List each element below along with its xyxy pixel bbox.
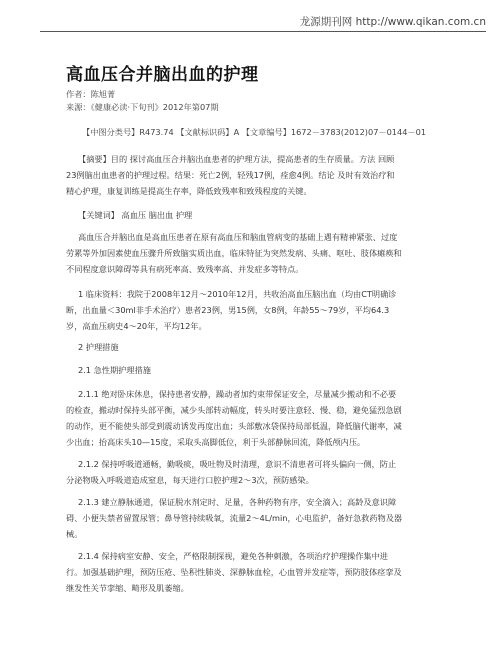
abstract-line: 精心护理，康复训练是提高生存率，降低致残率和致残程度的关键。 [66,186,312,196]
intro-line: 高血压合并脑出血是高血压患者在原有高血压和脑血管病变的基础上遇有精神紧张、过度 [78,232,398,242]
section1-line: 岁，高血压病史4～20年，平均12年。 [66,321,207,331]
classification-line: 【中图分类号】R473.74 【文献标识码】A 【文章编号】1672－3783(2012)07－0144－01 [82,127,427,137]
keywords-text: 【关键词】 高血压 脑出血 护理 [78,210,193,220]
section1-line: 1 临床资料：我院于2008年12月～2010年12月，共收治高血压脑出血（均由CT明确诊 [78,289,397,299]
p211-line: 2.1.1 绝对卧床休息，保持患者安静，躁动者加约束带保证安全，尽量减少搬动和不必要 [78,389,397,399]
abstract-line: 23例脑出血患者的护理过程。结果：死亡2例，轻残17例，痊愈4例。结论 及时有效治疗和 [66,170,395,180]
author-line: 作者：陈旭菁 [66,89,116,99]
p213-line: 械。 [66,529,83,539]
section2-heading [66,339,436,355]
intro-line: 劳累等外加因素使血压骤升所致脑实质出血，临床特征为突然发病、头痛、呕吐、肢体瘫痪和 [66,248,402,258]
p214-line: 行。加强基础护理，预防压疮、坠积性肺炎、深静脉血栓，心血管并发症等，预防肢体痉挛及 [66,567,402,577]
p213-line: 2.1.3 建立静脉通道，保证脱水剂定时、足量，各种药物有序，安全滴入；高龄及意识障 [78,497,397,507]
keywords-line [66,207,436,223]
section21-heading-text: 2.1 急性期护理措施 [78,365,151,375]
section1-line: 断，出血量＜30ml非手术治疗）患者23例，男15例，女8例，年龄55～79岁，平均64.3 [66,305,390,315]
abstract-line: 【摘要】目的 探讨高血压合并脑出血患者的护理方法，提高患者的生存质量。方法 回顾 [78,154,395,164]
paragraph-2-1-3 [66,494,436,542]
intro-line: 不同程度意识障碍等具有病死率高、致残率高、并发症多等特点。 [66,264,304,274]
paragraph-2-1-4 [66,548,436,596]
p214-line: 继发性关节挛缩、畸形及肌萎缩。 [66,583,189,593]
p212-line: 2.1.2 保持呼吸道通畅，勤吸痰，吸吐物及时清理，意识不清患者可将头偏向一侧，防止 [78,459,397,469]
p212-line: 分泌物吸入呼吸道造成窒息，每天进行口腔护理2～3次，预防感染。 [66,475,314,485]
article-title: 高血压合并脑出血的护理 [66,65,259,85]
section21-heading [66,362,436,378]
site-header-text[interactable]: 龙源期刊网 http://www.qikan.com.cn [299,16,486,28]
paragraph-2-1-2 [66,456,436,488]
header-divider [40,31,486,32]
abstract-block [66,151,436,199]
section2-heading-text: 2 护理措施 [78,342,119,352]
paragraph-2-1-1 [66,386,436,450]
intro-block [66,229,436,277]
p211-line: 的动作，更不能使头部受到震动诱发再度出血；头部敷冰袋保持局部低温，降低脑代谢率，减 [66,421,402,431]
p213-line: 碍、小便失禁者留置尿管；鼻导管持续吸氧，流量2～4L/min，心电监护，备好急救药物及器 [66,513,403,523]
section1-block [66,286,436,334]
source-line: 来源：《健康必读·下旬刊》2012年第07期 [66,102,219,112]
p211-line: 的检查，搬动时保持头部平衡，减少头部转动幅度，转头时要注意轻、慢、稳，避免猛烈急剧 [66,405,402,415]
p214-line: 2.1.4 保持病室安静、安全，严格限制探视，避免各种刺激，各项治疗护理操作集中进 [78,551,388,561]
p211-line: 少出血；抬高床头10—15度，采取头高脚低位，利于头部静脉回流，降低颅内压。 [66,437,366,447]
